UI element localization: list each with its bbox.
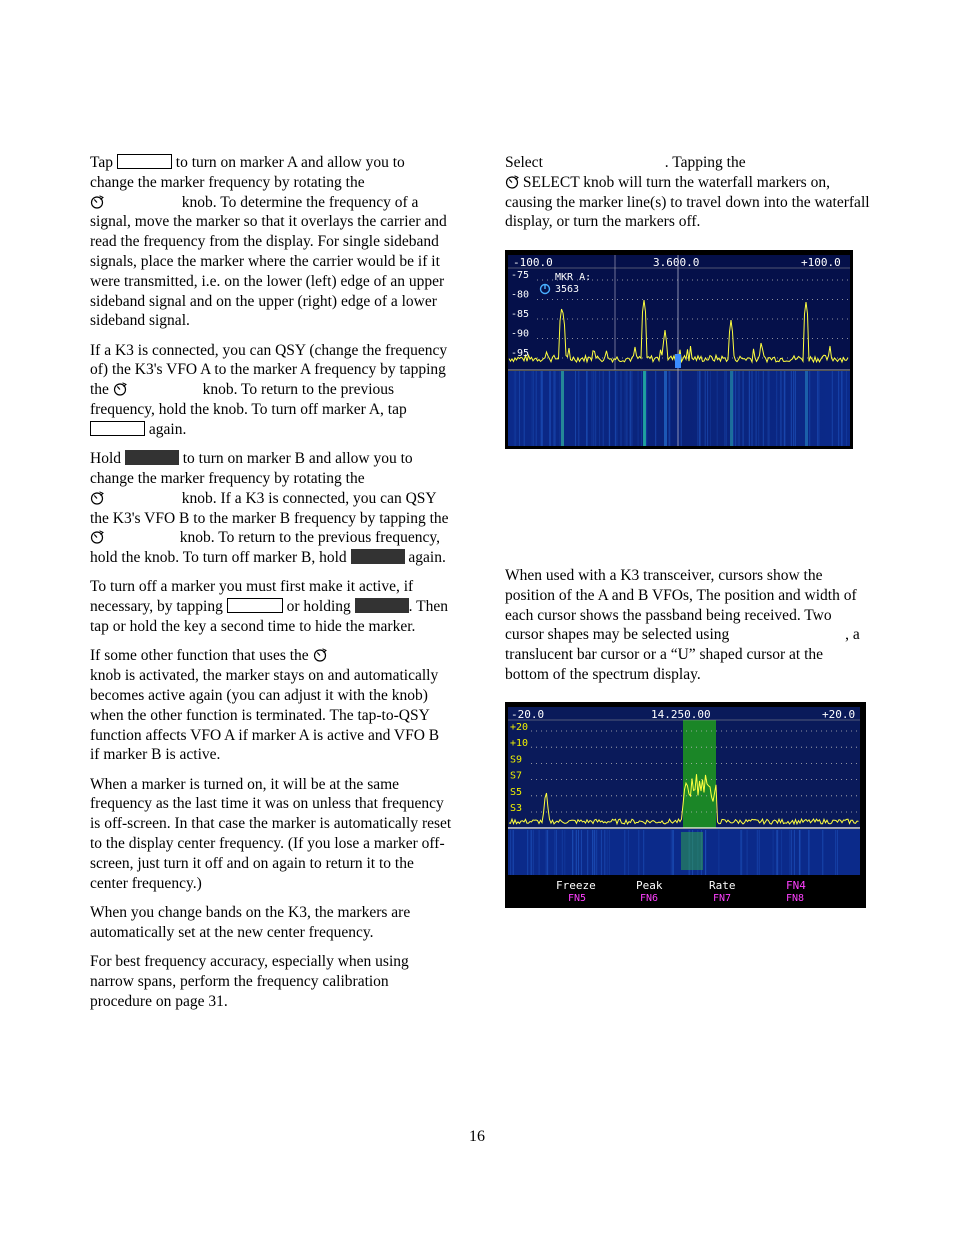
paragraph-band-change: When you change bands on the K3, the markers are automatically set at the new center frequency. xyxy=(90,903,411,941)
marker-a-key xyxy=(90,421,145,436)
knob-icon xyxy=(313,648,327,662)
waterfall-signal xyxy=(681,832,703,870)
level-label: -80 xyxy=(511,289,530,301)
fn6-label: FN6 xyxy=(640,893,659,904)
level-label: S9 xyxy=(510,754,523,766)
softkey-peak: Peak xyxy=(636,879,663,892)
marker-b-key xyxy=(351,549,405,564)
right-span-label: +100.0 xyxy=(801,256,841,269)
paragraph-turn-off: To turn off a marker you must first make it active, if necessary, by tapping or holding . Then tap or hold the key a second time to hide the marker. xyxy=(90,578,448,636)
fn8-label: FN8 xyxy=(786,893,805,904)
marker-screenshot xyxy=(505,250,853,449)
level-label: -75 xyxy=(511,270,530,281)
paragraph-waterfall-markers: Select . Tapping the SELECT knob will turn the waterfall markers on, causing the marker line(s) to travel down into the waterfall display, or turn the markers off. xyxy=(505,154,870,231)
level-label: -85 xyxy=(511,309,530,320)
paragraph-cursors: When used with a K3 transceiver, cursors show the position of the A and B VFOs, The position and width of each cursor shows the passband being received. Two cursor shapes may be selected using , a translucent bar cursor or a “U” shaped cursor at the bottom of the spectrum display. xyxy=(505,567,860,683)
right-span-label: +20.0 xyxy=(822,708,856,721)
level-label: -95 xyxy=(511,348,530,359)
cursor-screenshot xyxy=(505,702,866,908)
level-label: -90 xyxy=(511,328,530,340)
level-label: S5 xyxy=(510,786,523,798)
level-label: S3 xyxy=(510,803,523,814)
left-column xyxy=(90,153,452,1021)
marker-a-key xyxy=(227,598,283,613)
softkey-rate: Rate xyxy=(709,879,736,892)
fn5-label: FN5 xyxy=(568,893,587,904)
paragraph-other-function: If some other function that uses the knob is activated, the marker stays on and automatically becomes active again (you can adjust it with the knob) when the other function is terminated. The tap-to-QSY function affects VFO A if marker A is active and VFO B if marker B is active. xyxy=(90,647,440,764)
left-span-label: -100.0 xyxy=(513,256,553,269)
center-frequency: 3.600.0 xyxy=(653,256,700,269)
right-column xyxy=(505,153,870,242)
paragraph-calibration: For best frequency accuracy, especially when using narrow spans, perform the frequency calibration procedure on page 31. xyxy=(90,952,409,1010)
right-column-lower xyxy=(505,566,870,694)
marker-b-key xyxy=(125,450,179,465)
paragraph-marker-reset: When a marker is turned on, it will be at the same frequency as the last time it was on unless that frequency is off-screen. In that case the marker is automatically reset to the display center frequency. (If you lose a marker off-screen, just turn it off and on again to return it to the center frequency.) xyxy=(90,775,452,892)
paragraph-marker-b: Hold to turn on marker B and allow you to change the marker frequency by rotating the knob. If a K3 is connected, you can QSY the K3's VFO B to the marker B frequency by tapping the knob. To return to the previous frequency, hold the knob. To turn off marker B, hold again. xyxy=(90,450,449,567)
softkey-fn4: FN4 xyxy=(786,879,806,892)
marker-a-cursor xyxy=(675,354,681,368)
level-label: +10 xyxy=(510,738,529,750)
marker-value: 3563 xyxy=(555,284,580,295)
softkey-freeze: Freeze xyxy=(556,879,596,892)
fn7-label: FN7 xyxy=(713,893,732,904)
paragraph-marker-a: Tap to turn on marker A and allow you to change the marker frequency by rotating the knob. To determine the frequency of a signal, move the marker so that it overlays the carrier and read the frequency from the display. For single sideband signals, place the marker where the carrier would be if it were transmitted, i.e. on the lower (left) edge of an upper sideband signal and on the upper (right) edge of a lower sideband signal. xyxy=(90,154,447,330)
center-frequency: 14.250.00 xyxy=(651,708,711,721)
left-span-label: -20.0 xyxy=(511,708,545,721)
knob-icon xyxy=(113,382,127,396)
level-label: S7 xyxy=(510,770,523,782)
marker-b-key xyxy=(355,598,409,613)
paragraph-qsy-a: If a K3 is connected, you can QSY (change the frequency of) the K3's VFO A to the marker A frequency by tapping the knob. To return to the previous frequency, hold the knob. To turn off marker A, tap again. xyxy=(90,341,448,438)
marker-a-key xyxy=(117,154,172,169)
knob-icon xyxy=(90,491,104,505)
knob-icon xyxy=(90,530,104,544)
level-label: +20 xyxy=(510,722,529,733)
page-number: 16 xyxy=(469,1128,485,1145)
knob-icon xyxy=(90,195,104,209)
knob-icon xyxy=(505,175,519,189)
marker-label: MKR A: xyxy=(555,272,592,283)
